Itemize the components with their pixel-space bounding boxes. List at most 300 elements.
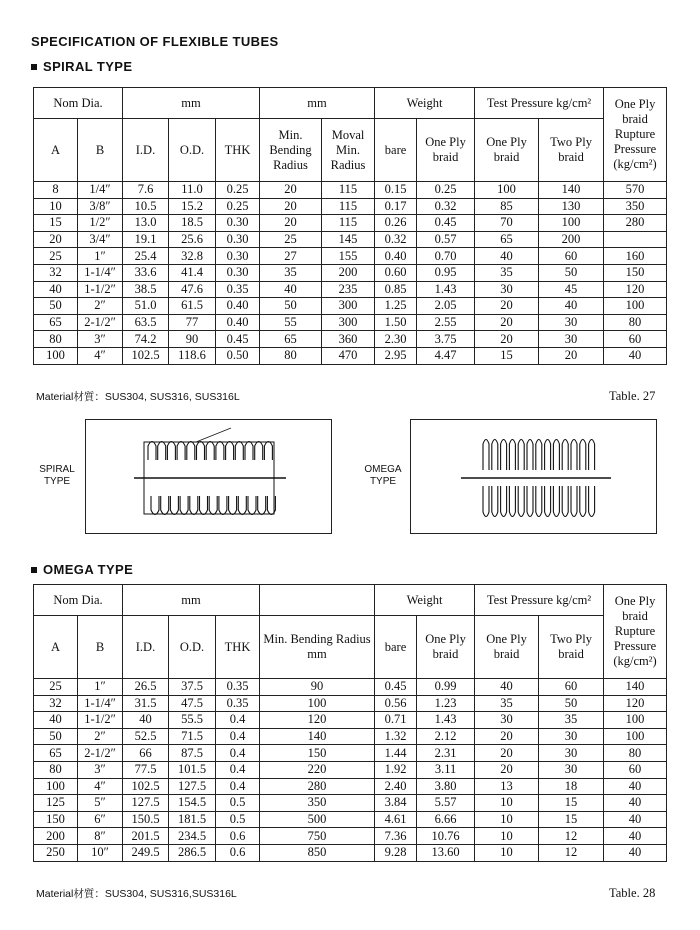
omega-table-body [34,679,667,862]
omega-coil-top [589,440,595,471]
table-cell: 35 [539,712,604,729]
table-cell: 20 [475,728,539,745]
header-min-bending-radius: Min. Bending Radius mm [260,616,375,679]
table-cell: 102.5 [123,778,169,795]
table-cell: 61.5 [169,298,216,315]
omega-coil-top [527,440,533,471]
table-cell: 40 [604,795,667,812]
table-cell: 35 [475,264,539,281]
table-cell: 12 [539,844,604,861]
table-cell: 2″ [78,728,123,745]
table-cell: 2.05 [417,298,475,315]
header-one-ply-braid-pressure: One Ply braid [475,119,539,182]
omega-tube-drawing [411,420,656,533]
spiral-heading-text: SPIRAL TYPE [43,59,133,74]
table-cell: 2.95 [375,347,417,364]
table-row [34,761,667,778]
omega-coil-bottom [518,486,524,517]
header-a: A [34,119,78,182]
table-cell: 77 [169,314,216,331]
table-cell: 360 [322,331,375,348]
omega-coil-bottom [571,486,577,517]
table-cell: 100 [604,712,667,729]
table-cell: 37.5 [169,679,216,696]
table-cell: 3.11 [417,761,475,778]
table-cell: 20 [260,215,322,232]
table-cell: 32.8 [169,248,216,265]
coil-top [216,442,224,461]
table-cell: 300 [322,314,375,331]
page-title: SPECIFICATION OF FLEXIBLE TUBES [31,34,279,49]
coil-top [245,442,253,461]
table-cell: 200 [539,231,604,248]
table-cell: 115 [322,198,375,215]
coil-top [226,442,234,461]
table-cell: 0.15 [375,182,417,199]
table-cell: 1.92 [375,761,417,778]
table-cell: 0.30 [216,231,260,248]
table-cell: 7.36 [375,828,417,845]
table-cell: 0.4 [216,728,260,745]
table-row [34,828,667,845]
table-cell: 570 [604,182,667,199]
table-cell: 19.1 [123,231,169,248]
table-cell: 300 [322,298,375,315]
table-cell: 6″ [78,811,123,828]
omega-coil-top [545,440,551,471]
table-row [34,215,667,232]
table-cell: 1.44 [375,745,417,762]
table-cell: 155 [322,248,375,265]
table-cell: 66 [123,745,169,762]
table-row [34,679,667,696]
table-cell: 150.5 [123,811,169,828]
table-cell: 87.5 [169,745,216,762]
omega-coil-top [571,440,577,471]
table-cell: 20 [475,745,539,762]
table-cell: 80 [34,331,78,348]
table-row [34,198,667,215]
header-thk: THK [216,616,260,679]
table-cell: 11.0 [169,182,216,199]
omega-coil-top [580,440,586,471]
table-cell: 115 [322,215,375,232]
table-cell: 280 [604,215,667,232]
coil-top [235,442,243,461]
table-cell: 100 [34,347,78,364]
table-cell: 41.4 [169,264,216,281]
spiral-material-note: Material材質：SUS304, SUS316, SUS316L [36,391,240,403]
table-cell: 0.40 [375,248,417,265]
table-cell: 1-1/4″ [78,264,123,281]
table-cell: 4″ [78,778,123,795]
table-cell: 35 [260,264,322,281]
omega-coil-top [483,440,489,471]
table-cell: 8 [34,182,78,199]
table-cell: 3/4″ [78,231,123,248]
table-cell: 0.57 [417,231,475,248]
table-cell: 0.4 [216,778,260,795]
table-cell: 0.56 [375,695,417,712]
table-cell: 13.60 [417,844,475,861]
table-cell: 3.75 [417,331,475,348]
table-cell: 125 [34,795,78,812]
table-cell: 1.43 [417,281,475,298]
table-cell: 0.35 [216,679,260,696]
omega-coil-bottom [509,486,515,517]
spiral-table-ref: Table. 27 [609,389,656,403]
table-cell: 9.28 [375,844,417,861]
table-cell: 100 [475,182,539,199]
table-cell: 4.61 [375,811,417,828]
table-cell: 0.25 [417,182,475,199]
table-cell: 60 [604,761,667,778]
table-cell: 15 [34,215,78,232]
omega-table-ref: Table. 28 [609,886,656,900]
table-cell: 750 [260,828,375,845]
table-cell: 25.6 [169,231,216,248]
table-cell: 0.45 [375,679,417,696]
table-row [34,314,667,331]
table-row [34,331,667,348]
table-cell: 0.30 [216,264,260,281]
table-cell: 181.5 [169,811,216,828]
coil-top [148,442,156,461]
table-cell: 0.35 [216,695,260,712]
header-mm-radius: mm [260,88,375,119]
coil-bottom [258,496,266,515]
table-row [34,248,667,265]
table-cell: 100 [604,298,667,315]
table-cell: 30 [539,314,604,331]
header-nom-dia: Nom Dia. [34,585,123,616]
table-cell: 120 [604,281,667,298]
table-cell: 20 [475,298,539,315]
table-cell: 1″ [78,248,123,265]
coil-bottom [170,496,178,515]
table-cell: 1.50 [375,314,417,331]
table-cell: 90 [260,679,375,696]
table-cell: 25.4 [123,248,169,265]
table-cell: 0.35 [216,281,260,298]
table-cell: 25 [34,679,78,696]
table-cell: 145 [322,231,375,248]
table-cell: 100 [539,215,604,232]
table-cell: 10 [475,844,539,861]
table-cell: 15 [539,811,604,828]
omega-material-note: Material材質：SUS304, SUS316,SUS316L [36,888,237,900]
table-cell: 47.6 [169,281,216,298]
table-cell: 65 [475,231,539,248]
header-nom-dia: Nom Dia. [34,88,123,119]
table-cell: 40 [604,844,667,861]
table-cell: 250 [34,844,78,861]
table-cell: 52.5 [123,728,169,745]
header-rupture-pressure: One Ply braid Rupture Pressure (kg/cm²) [604,585,667,679]
table-cell: 3.80 [417,778,475,795]
table-cell: 0.30 [216,248,260,265]
table-cell: 40 [475,248,539,265]
bullet-icon [31,567,37,573]
spiral-tube-drawing [86,420,331,533]
table-row [34,264,667,281]
table-cell: 0.4 [216,761,260,778]
table-cell: 50 [34,298,78,315]
header-two-ply-braid-pressure: Two Ply braid [539,119,604,182]
table-row [34,778,667,795]
table-cell: 140 [539,182,604,199]
table-cell: 115 [322,182,375,199]
table-cell: 350 [260,795,375,812]
table-cell: 4″ [78,347,123,364]
header-test-pressure: Test Pressure kg/cm² [475,88,604,119]
table-row [34,182,667,199]
table-cell: 0.4 [216,745,260,762]
table-cell: 40 [34,712,78,729]
table-cell [604,231,667,248]
table-cell: 0.45 [417,215,475,232]
table-row [34,795,667,812]
table-cell: 3″ [78,761,123,778]
table-cell: 0.32 [417,198,475,215]
header-mm: mm [123,88,260,119]
table-cell: 200 [34,828,78,845]
table-cell: 140 [260,728,375,745]
omega-coil-top [492,440,498,471]
table-cell: 235 [322,281,375,298]
table-cell: 1-1/2″ [78,712,123,729]
coil-bottom [161,496,169,515]
table-cell: 71.5 [169,728,216,745]
table-cell: 10″ [78,844,123,861]
omega-coil-top [536,440,542,471]
header-id: I.D. [123,616,169,679]
omega-heading-text: OMEGA TYPE [43,562,134,577]
table-cell: 55.5 [169,712,216,729]
table-cell: 154.5 [169,795,216,812]
table-cell: 2-1/2″ [78,314,123,331]
table-cell: 0.60 [375,264,417,281]
table-cell: 55 [260,314,322,331]
table-cell: 0.85 [375,281,417,298]
table-cell: 0.95 [417,264,475,281]
table-cell: 0.99 [417,679,475,696]
coil-top [167,442,175,461]
table-cell: 40 [123,712,169,729]
table-cell: 20 [260,182,322,199]
table-cell: 65 [260,331,322,348]
table-cell: 120 [604,695,667,712]
table-cell: 60 [539,248,604,265]
table-cell: 25 [260,231,322,248]
table-cell: 1/2″ [78,215,123,232]
table-cell: 102.5 [123,347,169,364]
coil-bottom [229,496,237,515]
table-cell: 0.30 [216,215,260,232]
table-cell: 20 [475,761,539,778]
table-cell: 20 [475,314,539,331]
table-row [34,298,667,315]
table-cell: 127.5 [123,795,169,812]
table-cell: 5.57 [417,795,475,812]
table-cell: 0.6 [216,844,260,861]
table-cell: 6.66 [417,811,475,828]
coil-bottom [180,496,188,515]
table-cell: 2″ [78,298,123,315]
table-cell: 40 [34,281,78,298]
omega-coil-bottom [536,486,542,517]
table-cell: 27 [260,248,322,265]
table-cell: 32 [34,695,78,712]
table-cell: 30 [539,745,604,762]
omega-coil-bottom [501,486,507,517]
table-cell: 13.0 [123,215,169,232]
table-cell: 45 [539,281,604,298]
omega-coil-bottom [545,486,551,517]
table-cell: 0.70 [417,248,475,265]
table-cell: 850 [260,844,375,861]
header-test-pressure: Test Pressure kg/cm² [475,585,604,616]
header-b: B [78,119,123,182]
header-rupture-pressure: One Ply braid Rupture Pressure (kg/cm²) [604,88,667,182]
header-a: A [34,616,78,679]
table-cell: 80 [260,347,322,364]
omega-heading [31,562,133,577]
coil-bottom [248,496,256,515]
omega-coil-top [562,440,568,471]
table-cell: 1.43 [417,712,475,729]
table-cell: 249.5 [123,844,169,861]
table-cell: 150 [260,745,375,762]
header-od: O.D. [169,616,216,679]
table-cell: 0.17 [375,198,417,215]
table-cell: 286.5 [169,844,216,861]
table-cell: 140 [604,679,667,696]
table-cell: 10.5 [123,198,169,215]
table-cell: 20 [260,198,322,215]
table-cell: 0.50 [216,347,260,364]
coil-bottom [219,496,227,515]
bullet-icon [31,64,37,70]
spiral-heading [31,59,132,74]
table-cell: 130 [539,198,604,215]
table-cell: 1.25 [375,298,417,315]
header-thk: THK [216,119,260,182]
table-cell: 12 [539,828,604,845]
table-cell: 47.5 [169,695,216,712]
table-cell: 20 [539,347,604,364]
table-cell: 0.26 [375,215,417,232]
table-cell: 33.6 [123,264,169,281]
table-cell: 80 [34,761,78,778]
header-one-ply-braid-weight: One Ply braid [417,119,475,182]
table-cell: 3/8″ [78,198,123,215]
table-cell: 35 [475,695,539,712]
table-cell: 101.5 [169,761,216,778]
table-row [34,844,667,861]
omega-coil-bottom [492,486,498,517]
table-cell: 50 [539,264,604,281]
table-cell: 500 [260,811,375,828]
table-row [34,811,667,828]
table-cell: 15 [475,347,539,364]
table-cell: 40 [539,298,604,315]
table-cell: 0.25 [216,198,260,215]
table-cell: 20 [34,231,78,248]
header-moval-min-radius: Moval Min. Radius [322,119,375,182]
coil-top [206,442,214,461]
coil-bottom [190,496,198,515]
table-cell: 0.71 [375,712,417,729]
table-cell: 0.4 [216,712,260,729]
table-cell: 200 [322,264,375,281]
omega-coil-top [553,440,559,471]
omega-coil-bottom [580,486,586,517]
table-cell: 90 [169,331,216,348]
omega-coil-bottom [562,486,568,517]
coil-top [264,442,272,461]
table-cell: 15 [539,795,604,812]
coil-bottom [209,496,217,515]
table-cell: 1″ [78,679,123,696]
table-cell: 13 [475,778,539,795]
table-cell: 25 [34,248,78,265]
table-cell: 32 [34,264,78,281]
coil-bottom [238,496,246,515]
table-cell: 40 [604,347,667,364]
table-row [34,695,667,712]
omega-coil-top [509,440,515,471]
table-cell: 10 [475,828,539,845]
table-cell: 60 [539,679,604,696]
table-cell: 38.5 [123,281,169,298]
spiral-spec-table [33,87,667,365]
table-cell: 5″ [78,795,123,812]
table-cell: 470 [322,347,375,364]
table-cell: 3.84 [375,795,417,812]
table-cell: 2.30 [375,331,417,348]
table-cell: 18 [539,778,604,795]
spiral-diagram-box [85,419,332,534]
table-cell: 51.0 [123,298,169,315]
table-cell: 100 [604,728,667,745]
table-cell: 10 [34,198,78,215]
table-cell: 100 [34,778,78,795]
table-cell: 85 [475,198,539,215]
table-cell: 77.5 [123,761,169,778]
table-cell: 118.6 [169,347,216,364]
table-cell: 40 [604,811,667,828]
table-cell: 150 [34,811,78,828]
table-cell: 201.5 [123,828,169,845]
table-cell: 1.23 [417,695,475,712]
table-cell: 234.5 [169,828,216,845]
omega-diagram-box [410,419,657,534]
header-bare: bare [375,616,417,679]
header-b: B [78,616,123,679]
table-cell: 1.32 [375,728,417,745]
table-cell: 2.55 [417,314,475,331]
omega-coil-bottom [553,486,559,517]
table-cell: 18.5 [169,215,216,232]
omega-coil-top [518,440,524,471]
table-cell: 80 [604,314,667,331]
table-cell: 0.40 [216,298,260,315]
table-cell: 150 [604,264,667,281]
table-cell: 0.25 [216,182,260,199]
table-cell: 0.32 [375,231,417,248]
table-cell: 3″ [78,331,123,348]
